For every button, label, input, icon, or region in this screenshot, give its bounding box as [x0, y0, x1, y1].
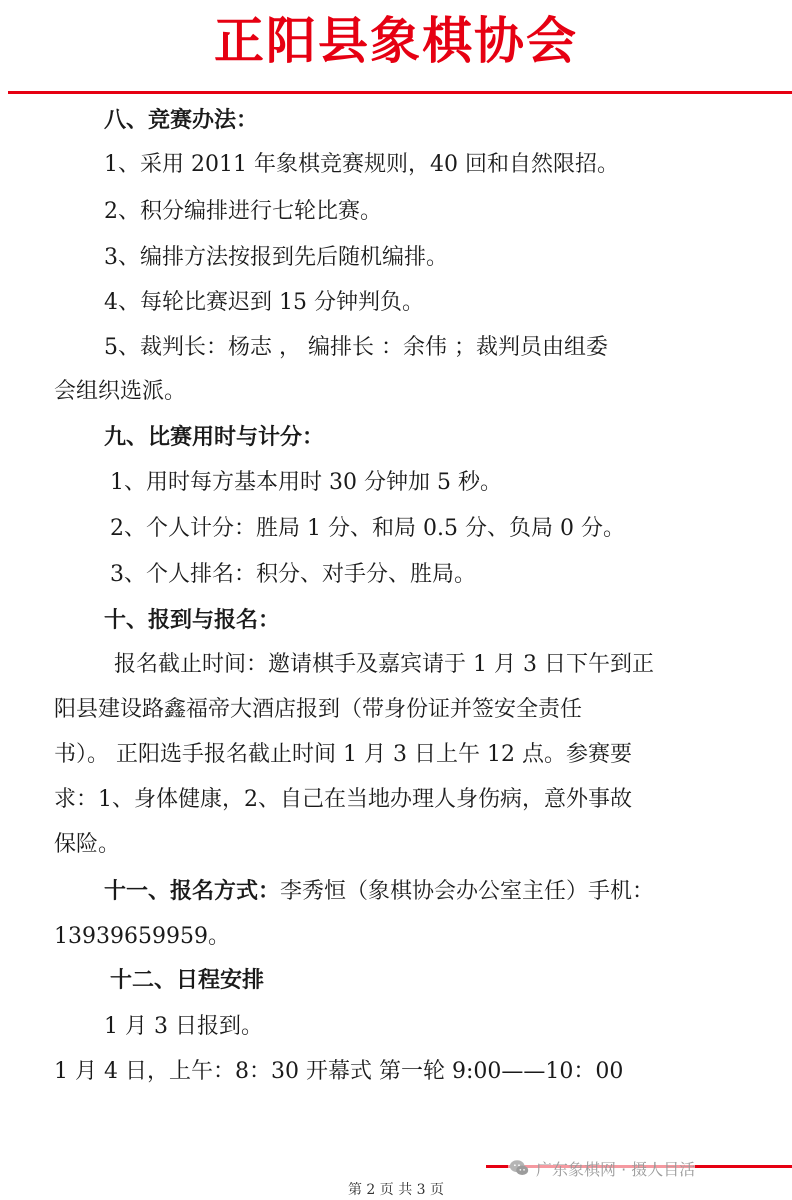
section-8-item-5: 5、裁判长：杨志 ， 编排长 ：余伟 ；裁判员由组委 [104, 335, 608, 360]
section-8-item-4: 4、每轮比赛迟到 15 分钟判负。 [104, 290, 424, 315]
section-8-heading: 八、竞赛办法： [104, 108, 259, 133]
section-9-heading: 九、比赛用时与计分： [104, 425, 325, 450]
section-8-item-1: 1、采用 2011 年象棋竞赛规则，40 回和自然限招。 [104, 152, 619, 177]
section-8-item-5-cont: 会组织选派。 [54, 379, 187, 404]
section-10-heading: 十、报到与报名： [104, 608, 281, 633]
section-10-line-4: 求：1、身体健康，2、自己在当地办理人身伤病，意外事故 [54, 787, 632, 812]
section-10-line-5: 保险。 [54, 832, 121, 857]
section-11-heading: 十一、报名方式： [104, 879, 281, 904]
section-11-phone: 13939659959。 [54, 924, 230, 949]
section-12-line-1: 1 月 3 日报到。 [104, 1014, 263, 1039]
section-8-item-3: 3、编排方法按报到先后随机编排。 [104, 245, 448, 270]
section-10-line-3: 书）。 正阳选手报名截止时间 1 月 3 日上午 12 点。参赛要 [54, 742, 632, 767]
watermark-text: 广东象棋网 · 摄人目活 [536, 1159, 696, 1179]
section-12-heading: 十二、日程安排 [110, 968, 265, 993]
section-11-contact: 李秀恒（象棋协会办公室主任）手机： [280, 879, 655, 904]
wechat-icon [508, 1157, 530, 1179]
section-11-row [104, 877, 654, 907]
letterhead-rule [8, 91, 792, 94]
section-9-item-3: 3、个人排名：积分、对手分、胜局。 [110, 562, 476, 587]
section-10-line-2: 阳县建设路鑫福帝大酒店报到（带身份证并签安全责任 [54, 697, 583, 722]
section-12-line-2: 1 月 4 日，上午：8：30 开幕式 第一轮 9:00——10：00 [54, 1059, 624, 1084]
letterhead-title: 正阳县象棋协会 [214, 12, 578, 70]
section-9-item-1: 1、用时每方基本用时 30 分钟加 5 秒。 [110, 470, 502, 495]
page-number: 第 2 页 共 3 页 [347, 1182, 445, 1198]
watermark [508, 1155, 695, 1181]
section-9-item-2: 2、个人计分：胜局 1 分、和局 0.5 分、负局 0 分。 [110, 516, 625, 541]
section-10-line-1: 报名截止时间：邀请棋手及嘉宾请于 1 月 3 日下午到正 [114, 652, 654, 677]
section-8-item-2: 2、积分编排进行七轮比赛。 [104, 199, 382, 224]
